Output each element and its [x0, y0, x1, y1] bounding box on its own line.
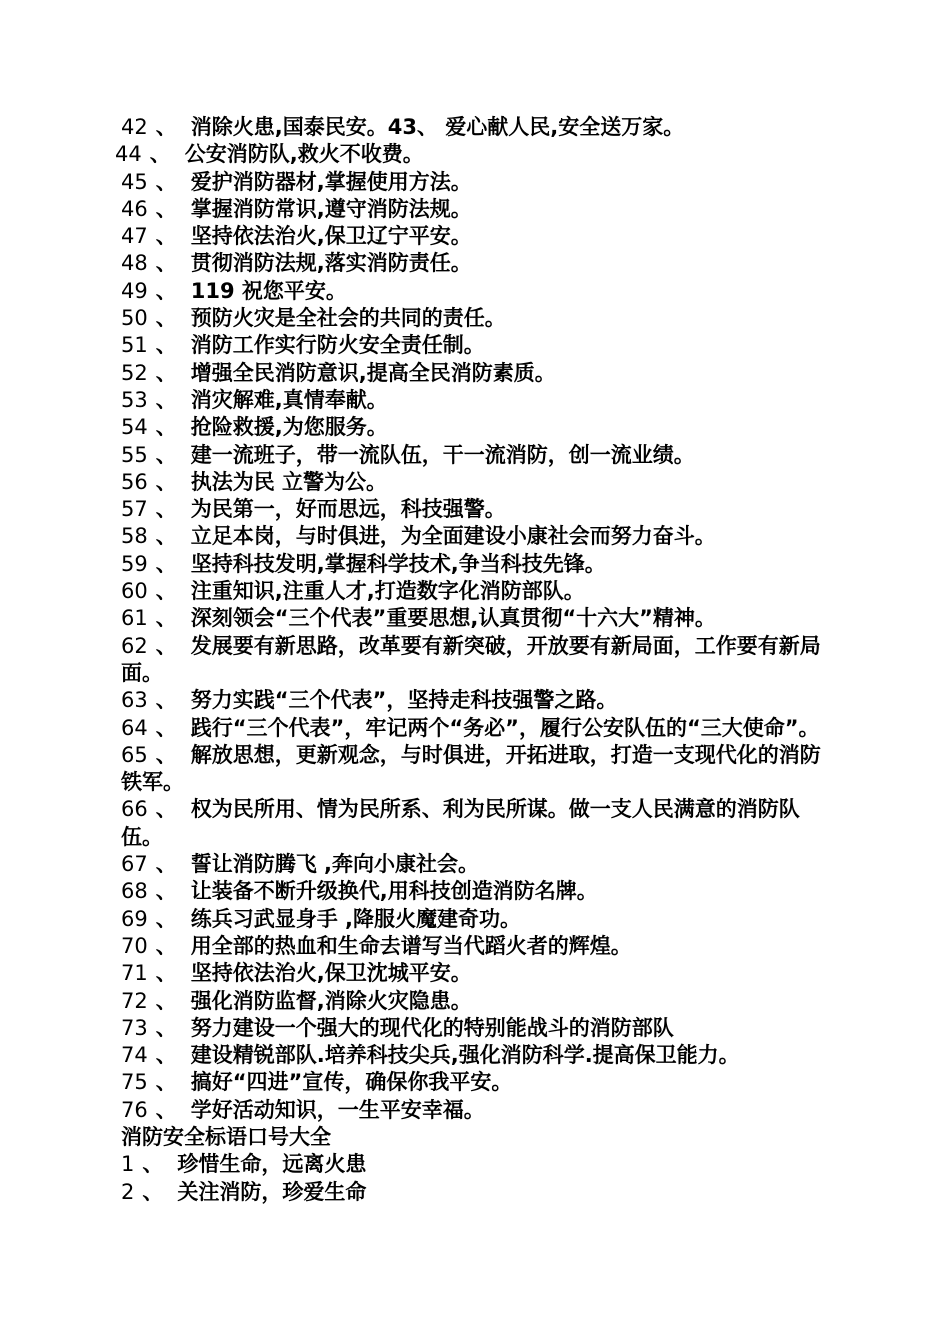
- list-item: 67 、 誓让消防腾飞 ,奔向小康社会。: [121, 852, 480, 877]
- item-text: 努力实践“三个代表”，坚持走科技强警之路。: [190, 688, 618, 713]
- list-item: 57 、 为民第一，好而思远，科技强警。: [121, 497, 506, 522]
- list-item: 56 、 执法为民 立警为公。: [121, 469, 388, 494]
- item-number: 64: [121, 715, 148, 740]
- item-text: 坚持依法治火,保卫沈城平安。: [190, 961, 472, 986]
- list-item: 44 、 公安消防队,救火不收费。: [115, 142, 424, 167]
- item-number: 53: [121, 387, 148, 412]
- list-item: 60 、 注重知识,注重人才,打造数字化消防部队。: [121, 579, 585, 604]
- item-number: 60: [121, 579, 148, 604]
- item-number: 72: [121, 988, 148, 1013]
- item-text: 消除火患,国泰民安。43、 爱心献人民,安全送万家。: [190, 115, 685, 139]
- item-text: 关注消防，珍爱生命: [177, 1179, 367, 1204]
- list-item: 2 、 关注消防，珍爱生命: [121, 1179, 367, 1204]
- item-number: 76: [121, 1097, 148, 1122]
- item-number: 52: [121, 360, 148, 385]
- item-number: 74: [121, 1043, 148, 1068]
- item-text: 消灾解难,真情奉献。: [190, 387, 388, 412]
- item-number: 2: [121, 1179, 135, 1204]
- item-number: 42: [121, 115, 148, 139]
- list-item: 70 、 用全部的热血和生命去谱写当代蹈火者的辉煌。: [121, 933, 632, 958]
- item-text: 建一流班子，带一流队伍，干一流消防，创一流业绩。: [190, 442, 695, 467]
- item-text: 练兵习武显身手 ,降服火魔建奇功。: [190, 906, 522, 931]
- list-item: 1 、 珍惜生命，远离火患: [121, 1152, 367, 1177]
- item-text: 建设精锐部队.培养科技尖兵,强化消防科学.提高保卫能力。: [190, 1043, 740, 1068]
- item-text: 119 祝您平安。: [190, 278, 347, 303]
- item-text: 努力建设一个强大的现代化的特别能战斗的消防部队: [190, 1015, 674, 1040]
- list-item: 62 、 发展要有新思路，改革要有新突破，开放要有新局面，工作要有新局面。: [121, 633, 821, 685]
- item-number: 70: [121, 933, 148, 958]
- item-text: 为民第一，好而思远，科技强警。: [190, 497, 506, 522]
- document-body: [115, 114, 835, 1206]
- item-number: 46: [121, 196, 148, 221]
- item-text: 让装备不断升级换代,用科技创造消防名牌。: [190, 879, 598, 904]
- list-item: 72 、 强化消防监督,消除火灾隐患。: [121, 988, 472, 1013]
- list-item: 76 、 学好活动知识，一生平安幸福。: [121, 1097, 485, 1122]
- item-text: 发展要有新思路，改革要有新突破，开放要有新局面，工作要有新局面。: [121, 633, 821, 685]
- list-item: 49 、 119 祝您平安。: [121, 278, 347, 303]
- list-item: 58 、 立足本岗，与时俱进，为全面建设小康社会而努力奋斗。: [121, 524, 716, 549]
- section-title: 消防安全标语口号大全: [121, 1124, 331, 1149]
- item-text: 解放思想，更新观念，与时俱进，开拓进取，打造一支现代化的消防铁军。: [121, 742, 821, 795]
- list-item: 75 、 搞好“四进”宣传，确保你我平安。: [121, 1070, 513, 1095]
- list-item: 66 、 权为民所用、情为民所系、利为民所谋。做一支人民满意的消防队伍。: [121, 797, 800, 849]
- item-number: 69: [121, 906, 148, 931]
- item-text: 践行“三个代表”，牢记两个“务必”，履行公安队伍的“三大使命”。: [190, 715, 820, 740]
- item-text: 贯彻消防法规,落实消防责任。: [190, 251, 472, 276]
- list-item: 71 、 坚持依法治火,保卫沈城平安。: [121, 961, 472, 986]
- list-item: 52 、 增强全民消防意识,提高全民消防素质。: [121, 360, 556, 385]
- list-item: 68 、 让装备不断升级换代,用科技创造消防名牌。: [121, 879, 598, 904]
- item-text: 立足本岗，与时俱进，为全面建设小康社会而努力奋斗。: [190, 524, 716, 549]
- item-text: 搞好“四进”宣传，确保你我平安。: [190, 1070, 513, 1095]
- item-number: 48: [121, 251, 148, 276]
- list-item: 61 、 深刻领会“三个代表”重要思想,认真贯彻“十六大”精神。: [121, 606, 716, 631]
- item-number: 73: [121, 1015, 148, 1040]
- item-number: 45: [121, 169, 148, 194]
- item-number: 49: [121, 278, 148, 303]
- item-text: 抢险救援,为您服务。: [190, 415, 388, 440]
- item-number: 55: [121, 442, 148, 467]
- item-text: 珍惜生命，远离火患: [177, 1152, 367, 1177]
- list-item: 73 、 努力建设一个强大的现代化的特别能战斗的消防部队: [121, 1015, 674, 1040]
- item-number: 66: [121, 797, 148, 822]
- item-number: 1: [121, 1152, 135, 1177]
- item-text: 掌握消防常识,遵守消防法规。: [190, 196, 472, 221]
- item-number: 63: [121, 688, 148, 713]
- item-text: 坚持依法治火,保卫辽宁平安。: [190, 224, 472, 249]
- item-number: 44: [115, 142, 142, 167]
- item-text: 增强全民消防意识,提高全民消防素质。: [190, 360, 556, 385]
- item-number: 75: [121, 1070, 148, 1095]
- list-item: 42 、 消除火患,国泰民安。43、 爱心献人民,安全送万家。: [121, 115, 685, 139]
- item-text: 用全部的热血和生命去谱写当代蹈火者的辉煌。: [190, 933, 632, 958]
- list-item: 74 、 建设精锐部队.培养科技尖兵,强化消防科学.提高保卫能力。: [121, 1043, 740, 1068]
- list-item: 46 、 掌握消防常识,遵守消防法规。: [121, 196, 472, 221]
- list-item: 45 、 爱护消防器材,掌握使用方法。: [121, 169, 472, 194]
- item-number: 62: [121, 633, 148, 658]
- item-number: 47: [121, 224, 148, 249]
- item-number: 54: [121, 415, 148, 440]
- item-number: 56: [121, 469, 148, 494]
- item-number: 50: [121, 306, 148, 331]
- list-item: 65 、 解放思想，更新观念，与时俱进，开拓进取，打造一支现代化的消防铁军。: [121, 742, 821, 795]
- list-item: 59 、 坚持科技发明,掌握科学技术,争当科技先锋。: [121, 551, 606, 576]
- item-number: 51: [121, 333, 148, 358]
- item-text: 公安消防队,救火不收费。: [184, 142, 424, 167]
- item-text: 注重知识,注重人才,打造数字化消防部队。: [190, 579, 585, 604]
- item-number: 65: [121, 742, 148, 767]
- item-number: 59: [121, 551, 148, 576]
- list-item: 69 、 练兵习武显身手 ,降服火魔建奇功。: [121, 906, 522, 931]
- item-text: 执法为民 立警为公。: [190, 469, 388, 494]
- item-text: 誓让消防腾飞 ,奔向小康社会。: [190, 852, 480, 877]
- item-number: 68: [121, 879, 148, 904]
- item-text: 深刻领会“三个代表”重要思想,认真贯彻“十六大”精神。: [190, 606, 716, 631]
- item-text: 学好活动知识，一生平安幸福。: [190, 1097, 485, 1122]
- list-item: 55 、 建一流班子，带一流队伍，干一流消防，创一流业绩。: [121, 442, 695, 467]
- item-number: 61: [121, 606, 148, 631]
- list-item: 51 、 消防工作实行防火安全责任制。: [121, 333, 485, 358]
- item-text: 权为民所用、情为民所系、利为民所谋。做一支人民满意的消防队伍。: [121, 797, 800, 849]
- item-text: 强化消防监督,消除火灾隐患。: [190, 988, 472, 1013]
- item-text: 爱护消防器材,掌握使用方法。: [190, 169, 472, 194]
- list-item: 47 、 坚持依法治火,保卫辽宁平安。: [121, 224, 472, 249]
- item-number: 58: [121, 524, 148, 549]
- item-number: 57: [121, 497, 148, 522]
- list-item: 53 、 消灾解难,真情奉献。: [121, 387, 388, 412]
- item-text: 坚持科技发明,掌握科学技术,争当科技先锋。: [190, 551, 606, 576]
- list-item: 50 、 预防火灾是全社会的共同的责任。: [121, 306, 506, 331]
- item-number: 67: [121, 852, 148, 877]
- list-item: 54 、 抢险救援,为您服务。: [121, 415, 388, 440]
- item-text: 消防工作实行防火安全责任制。: [190, 333, 485, 358]
- item-text: 预防火灾是全社会的共同的责任。: [190, 306, 506, 331]
- list-item: 63 、 努力实践“三个代表”，坚持走科技强警之路。: [121, 688, 618, 713]
- list-item: 48 、 贯彻消防法规,落实消防责任。: [121, 251, 472, 276]
- list-item: 64 、 践行“三个代表”，牢记两个“务必”，履行公安队伍的“三大使命”。: [121, 715, 820, 740]
- item-number: 71: [121, 961, 148, 986]
